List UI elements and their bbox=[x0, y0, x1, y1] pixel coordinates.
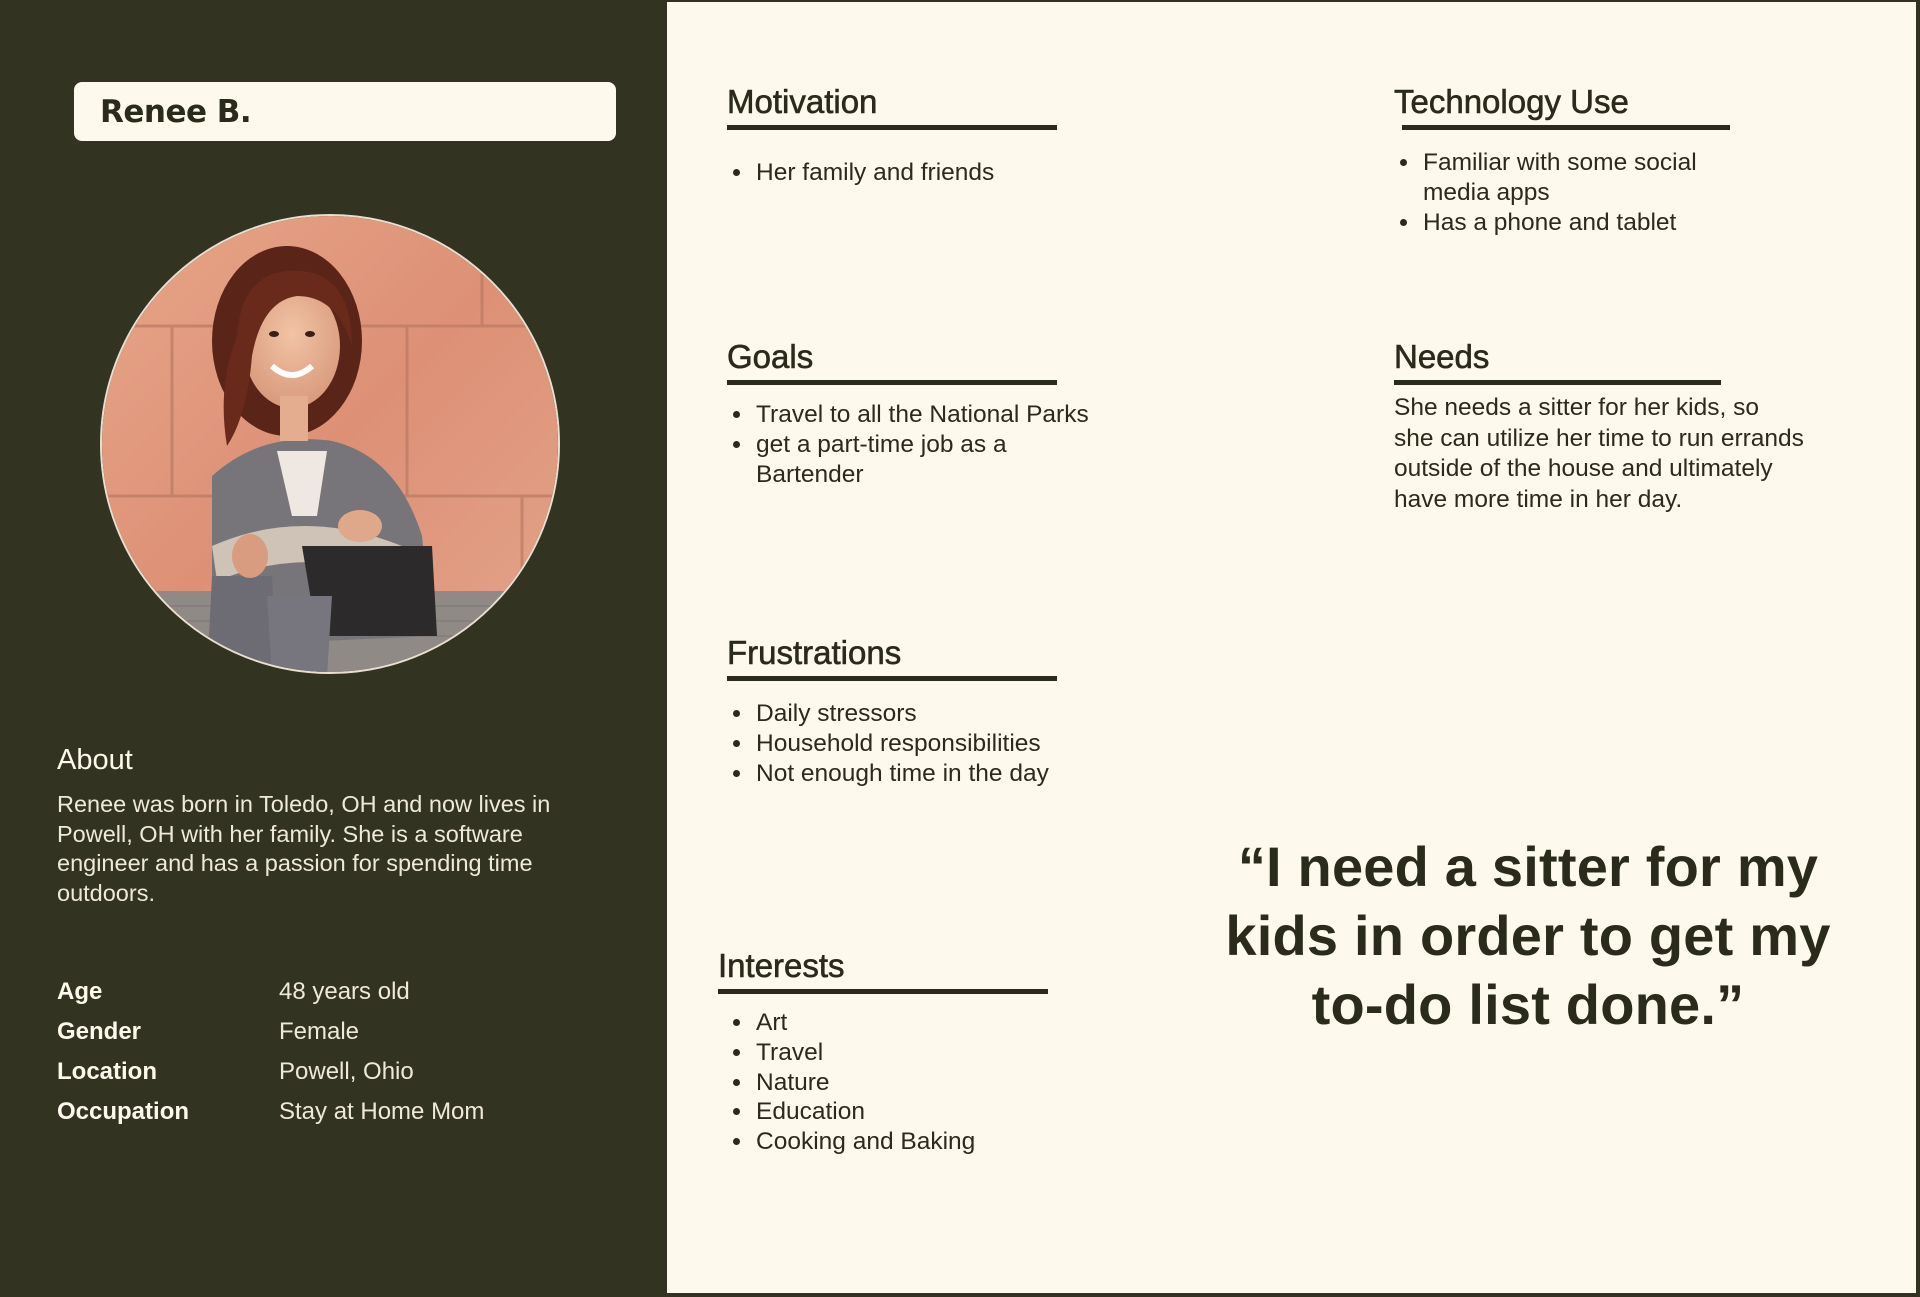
technology-section bbox=[1394, 82, 1730, 237]
detail-label: Occupation bbox=[57, 1098, 190, 1125]
detail-value: Female bbox=[279, 1018, 360, 1045]
persona-name: Renee B. bbox=[100, 93, 252, 130]
list-item: • Not enough time in the day bbox=[754, 759, 1127, 789]
persona-content bbox=[667, 2, 1918, 1295]
section-title: Technology Use bbox=[1394, 83, 1629, 120]
section-divider bbox=[727, 676, 1057, 681]
detail-label: Location bbox=[57, 1058, 157, 1085]
list-item: • Has a phone and tablet bbox=[1421, 208, 1754, 238]
list-item: • Art bbox=[754, 1008, 1048, 1038]
list-item: • get a part-time job as a Bartender bbox=[754, 430, 1054, 490]
section-divider bbox=[727, 380, 1057, 385]
section-title: Interests bbox=[718, 947, 845, 984]
list-item: • Education bbox=[754, 1097, 1048, 1127]
list-item: • Daily stressors bbox=[754, 699, 1127, 729]
list-item: • Her family and friends bbox=[754, 158, 1057, 188]
section-divider bbox=[1394, 380, 1721, 385]
detail-row-age bbox=[57, 972, 484, 1012]
detail-value: Stay at Home Mom bbox=[279, 1098, 485, 1125]
needs-text: She needs a sitter for her kids, so she can utilize her time to run errands outside of the house and ultimately have more time in her day. bbox=[1394, 394, 1804, 513]
list-item: • Travel to all the National Parks bbox=[754, 400, 1127, 430]
section-title: Motivation bbox=[727, 83, 878, 120]
interests-section bbox=[718, 946, 1048, 1157]
motivation-list bbox=[727, 158, 1057, 188]
persona-photo bbox=[100, 214, 560, 674]
section-title: Goals bbox=[727, 338, 814, 375]
persona-quote: “I need a sitter for my kids in order to get my to-do list done.” bbox=[1225, 835, 1831, 1036]
section-title: Frustrations bbox=[727, 634, 902, 671]
detail-row-occupation bbox=[57, 1092, 484, 1132]
list-item: • Cooking and Baking bbox=[754, 1127, 1048, 1157]
detail-row-location bbox=[57, 1052, 484, 1092]
technology-list bbox=[1394, 148, 1754, 237]
detail-value: Powell, Ohio bbox=[279, 1058, 414, 1085]
detail-value: 48 years old bbox=[279, 978, 410, 1005]
frustrations-section bbox=[727, 633, 1057, 788]
list-item: • Familiar with some social media apps bbox=[1421, 148, 1741, 208]
list-item: • Nature bbox=[754, 1068, 1048, 1098]
about-title: About bbox=[57, 744, 133, 776]
detail-label: Age bbox=[57, 978, 103, 1005]
persona-details bbox=[57, 972, 484, 1132]
detail-label: Gender bbox=[57, 1018, 142, 1045]
goals-section bbox=[727, 337, 1089, 489]
section-divider bbox=[1402, 125, 1730, 130]
motivation-section bbox=[727, 82, 1057, 188]
list-item: • Travel bbox=[754, 1038, 1048, 1068]
section-divider bbox=[718, 989, 1048, 994]
name-card bbox=[74, 82, 616, 141]
section-title: Needs bbox=[1394, 338, 1490, 375]
persona-sidebar bbox=[0, 0, 667, 1297]
list-item: • Household responsibilities bbox=[754, 729, 1127, 759]
frustrations-list bbox=[727, 699, 1127, 788]
about-text: Renee was born in Toledo, OH and now lives in Powell, OH with her family. She is a software engineer and has a passion for spending time outdoors. bbox=[57, 791, 551, 906]
needs-section bbox=[1394, 337, 1804, 515]
section-divider bbox=[727, 125, 1057, 130]
detail-row-gender bbox=[57, 1012, 484, 1052]
interests-list bbox=[727, 1008, 1048, 1157]
goals-list bbox=[727, 400, 1127, 489]
